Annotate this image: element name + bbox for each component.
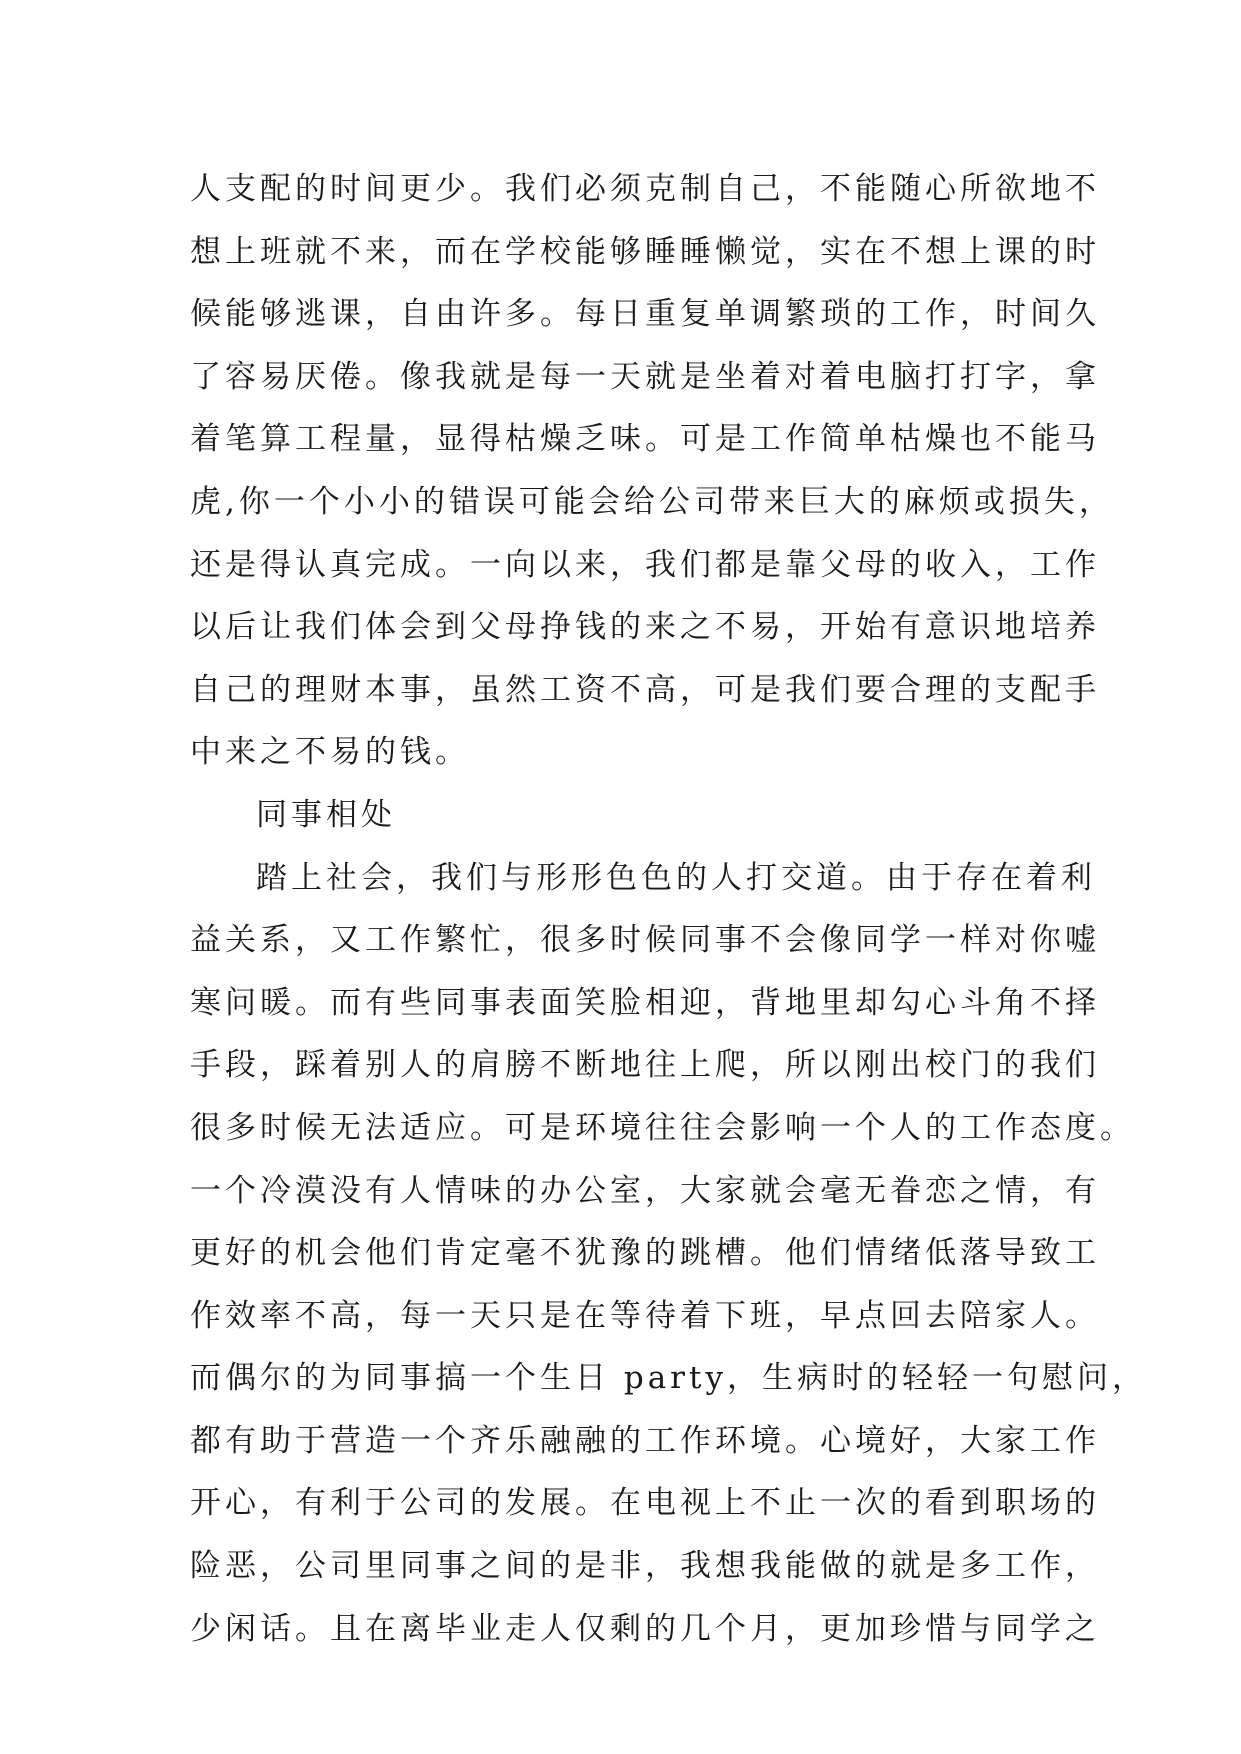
- section-heading: 同事相处: [256, 796, 396, 833]
- text-line: 以后让我们体会到父母挣钱的来之不易，开始有意识地培养: [190, 609, 1100, 646]
- text-line: 了容易厌倦。像我就是每一天就是坐着对着电脑打打字，拿: [190, 358, 1100, 395]
- text-line: 人支配的时间更少。我们必须克制自己，不能随心所欲地不: [190, 171, 1100, 207]
- text-line: 险恶，公司里同事之间的是非，我想我能做的就是多工作，: [190, 1548, 1100, 1585]
- text-line: 开心，有利于公司的发展。在电视上不止一次的看到职场的: [190, 1485, 1100, 1522]
- body-text: [190, 158, 1147, 1660]
- text-line: 自己的理财本事，虽然工资不高，可是我们要合理的支配手: [190, 671, 1100, 708]
- text-line: 踏上社会，我们与形形色色的人打交道。由于存在着利: [256, 859, 1096, 896]
- text-line: 而偶尔的为同事搞一个生日 party，生病时的轻轻一句慰问，: [190, 1360, 1147, 1397]
- text-line: 都有助于营造一个齐乐融融的工作环境。心境好，大家工作: [190, 1422, 1100, 1459]
- text-line: 着笔算工程量，显得枯燥乏味。可是工作简单枯燥也不能马: [190, 421, 1100, 458]
- text-line: 作效率不高，每一天只是在等待着下班，早点回去陪家人。: [190, 1297, 1100, 1334]
- text-line: 中来之不易的钱。: [190, 734, 470, 771]
- text-line: 很多时候无法适应。可是环境往往会影响一个人的工作态度。: [190, 1109, 1135, 1146]
- text-line: 还是得认真完成。一向以来，我们都是靠父母的收入，工作: [190, 546, 1100, 583]
- text-line: 益关系，又工作繁忙，很多时候同事不会像同学一样对你嘘: [190, 922, 1100, 959]
- text-line: 寒问暖。而有些同事表面笑脸相迎，背地里却勾心斗角不择: [190, 984, 1100, 1021]
- text-line: 少闲话。且在离毕业走人仅剩的几个月，更加珍惜与同学之: [190, 1610, 1100, 1647]
- text-line: 一个冷漠没有人情味的办公室，大家就会毫无眷恋之情，有: [190, 1172, 1100, 1209]
- text-line: 想上班就不来，而在学校能够睡睡懒觉，实在不想上课的时: [190, 233, 1100, 270]
- text-line: 手段，踩着别人的肩膀不断地往上爬，所以刚出校门的我们: [190, 1047, 1100, 1084]
- text-line: 候能够逃课，自由许多。每日重复单调繁琐的工作，时间久: [190, 296, 1100, 333]
- text-line: 虎,你一个小小的错误可能会给公司带来巨大的麻烦或损失，: [190, 483, 1114, 520]
- text-line: 更好的机会他们肯定毫不犹豫的跳槽。他们情绪低落导致工: [190, 1235, 1100, 1272]
